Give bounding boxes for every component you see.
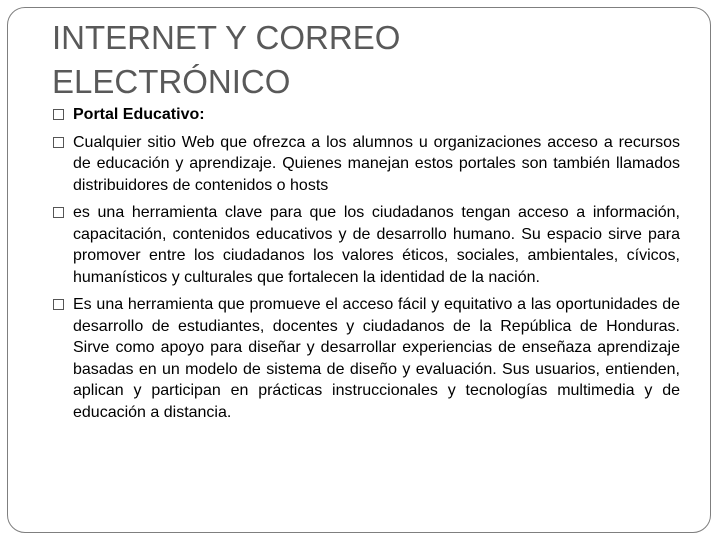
bullet-item-key-tool [52, 202, 680, 288]
square-bullet-icon [53, 137, 64, 148]
bullet-list [52, 104, 680, 429]
slide-frame [7, 7, 711, 533]
bullet-text: es una herramienta clave para que los ciudadanos tengan acceso a información, capacitación, contenidos educativos y de desarrollo humano. Su espacio sirve para promover entre los ciudadanos los valores éticos, sociales, ambientales, cívicos, humanísticos y culturales que fortalecen la identidad de la nación. [73, 204, 680, 286]
bullet-item-definition [52, 132, 680, 197]
slide-title-line-1: INTERNET Y CORREO [52, 19, 401, 56]
square-bullet-icon [53, 109, 64, 120]
bullet-text: Es una herramienta que promueve el acceso fácil y equitativo a las oportunidades de desarrollo de estudiantes, docentes y ciudadanos de la República de Honduras. Sirve como apoyo para diseñar y desarrollar experiencias de enseñaza aprendizaje basadas en un modelo de sistema de diseño y evaluación. Sus usuarios, entienden, aplican y participan en prácticas instruccionales y tecnologías multimedia y de educación a distancia. [73, 296, 680, 421]
bullet-text: Portal Educativo: [73, 106, 205, 123]
bullet-item-equitable-access [52, 294, 680, 423]
square-bullet-icon [53, 207, 64, 218]
square-bullet-icon [53, 299, 64, 310]
bullet-text: Cualquier sitio Web que ofrezca a los alumnos u organizaciones acceso a recursos de educación y aprendizaje. Quienes manejan estos portales son también llamados distribuidores de contenidos o hosts [73, 133, 680, 194]
slide-title [52, 16, 652, 104]
bullet-item-portal-educativo [52, 104, 680, 126]
slide-title-line-2: ELECTRÓNICO [52, 63, 291, 100]
